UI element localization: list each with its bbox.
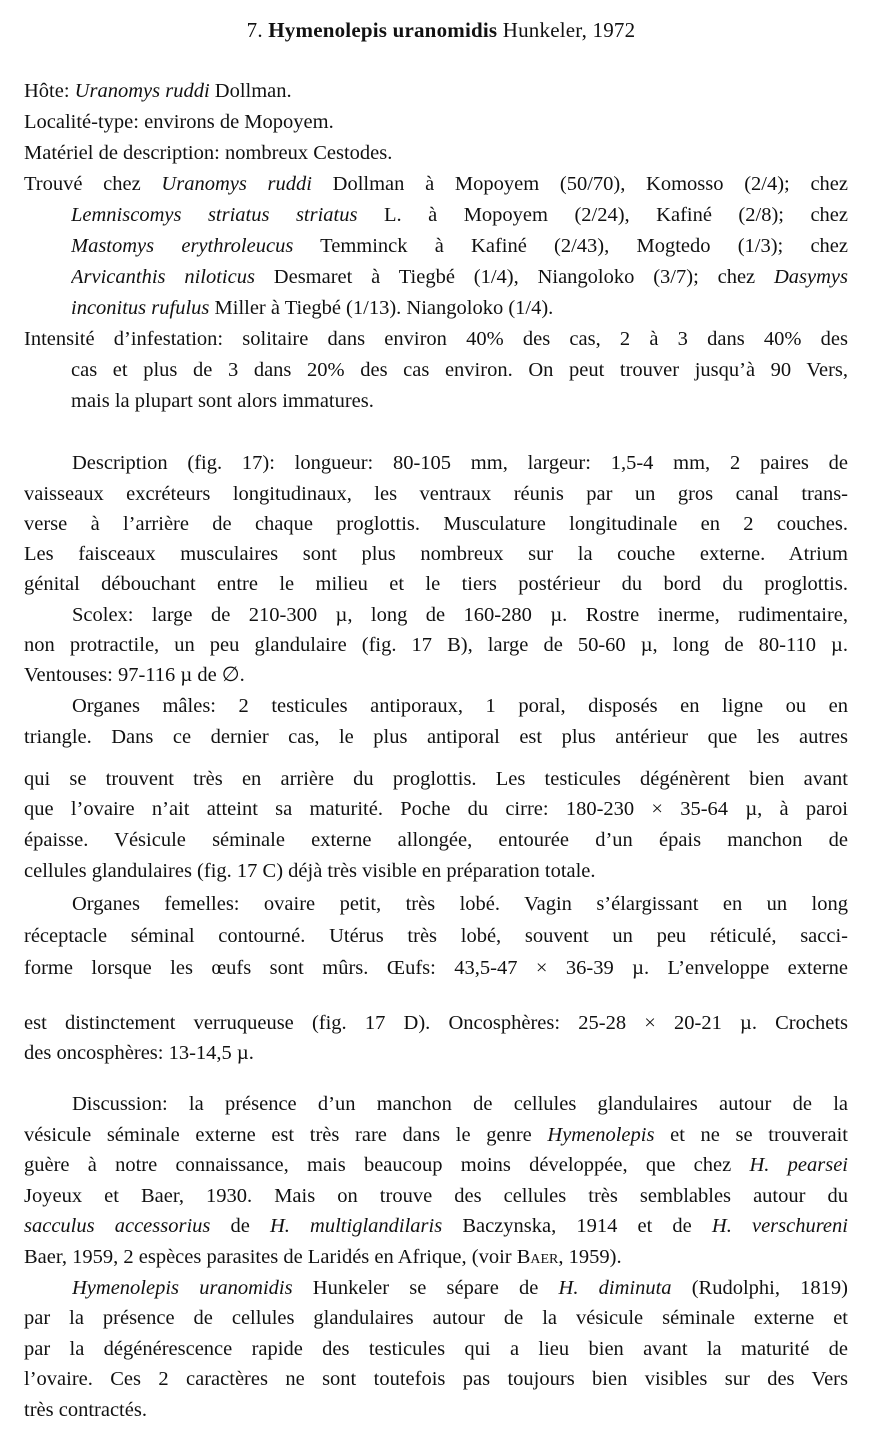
description-line: Les faisceaux musculaires sont plus nombreux sur la couche externe. Atrium: [24, 543, 848, 565]
organes-femelles-line: des oncosphères: 13-14,5 µ.: [24, 1042, 254, 1064]
host-species: Mastomys erythroleucus: [71, 235, 294, 257]
scolex-line: non protractile, un peu glandulaire (fig. 17 B), large de 50-60 µ, long de 80-110 µ.: [24, 634, 848, 656]
text: vésicule séminale externe est très rare dans le genre: [24, 1124, 548, 1146]
species-name: H. pearsei: [749, 1154, 848, 1176]
organes-femelles-line: forme lorsque les œufs sont mûrs. Œufs: 43,5-47 × 36-39 µ. L’enveloppe externe: [24, 957, 848, 979]
field-label: Matériel de description:: [24, 142, 220, 164]
organes-males-line: épaisse. Vésicule séminale externe allongée, entourée d’un épais manchon de: [24, 829, 848, 851]
intensite-line-3: mais la plupart sont alors immatures.: [71, 390, 374, 412]
species-name: H. diminuta: [558, 1277, 672, 1299]
description-line: génital débouchant entre le milieu et le tiers postérieur du bord du proglottis.: [24, 573, 848, 595]
organes-femelles-line: Organes femelles: ovaire petit, très lobé. Vagin s’élargissant en un long: [72, 893, 848, 915]
comparison-line: [72, 1275, 848, 1301]
text: Baczynska, 1914 et de: [442, 1215, 712, 1237]
comparison-line: par la dégénérescence rapide des testicules qui a lieu bien avant la maturité de: [24, 1338, 848, 1360]
discussion-line: [24, 1122, 848, 1148]
text: Trouvé chez: [24, 173, 162, 195]
text: Temminck à Kafiné (2/43), Mogtedo (1/3); chez: [293, 235, 848, 257]
intensite-line-2: cas et plus de 3 dans 20% des cas environ. On peut trouver jusqu’à 90 Vers,: [71, 359, 848, 381]
field-value: environs de Mopoyem.: [144, 111, 334, 133]
host-species: Uranomys ruddi: [74, 80, 210, 102]
text: , 1959).: [558, 1246, 622, 1268]
text: (Rudolphi, 1819): [671, 1277, 848, 1299]
organes-males-line: triangle. Dans ce dernier cas, le plus antiporal est plus antérieur que les autres: [24, 726, 848, 748]
text: guère à notre connaissance, mais beaucoup moins développée, que chez: [24, 1154, 750, 1176]
comparison-line: très contractés.: [24, 1399, 147, 1421]
field-localite: [24, 109, 334, 135]
species-name: Hymenolepis uranomidis: [72, 1277, 293, 1299]
organes-males-line: cellules glandulaires (fig. 17 C) déjà très visible en préparation totale.: [24, 860, 596, 882]
section-number: 7.: [246, 18, 263, 42]
comparison-line: par la présence de cellules glandulaires autour de la vésicule séminale externe et: [24, 1307, 848, 1329]
species-name: H. multiglandilaris: [270, 1215, 443, 1237]
section-heading: [0, 18, 882, 43]
discussion-line: Joyeux et Baer, 1930. Mais on trouve des cellules très semblables autour du: [24, 1185, 848, 1207]
discussion-line: [24, 1152, 848, 1178]
intensite-line-1: Intensité d’infestation: solitaire dans environ 40% des cas, 2 à 3 dans 40% des: [24, 328, 848, 350]
discussion-line: [24, 1244, 622, 1270]
text: Miller à Tiegbé (1/13). Niangoloko (1/4).: [209, 297, 554, 319]
field-value: nombreux Cestodes.: [224, 142, 393, 164]
species-name: H. verschureni: [711, 1215, 848, 1237]
description-line: vaisseaux excréteurs longitudinaux, les ventraux réunis par un gros canal trans-: [24, 483, 848, 505]
field-label: Hôte:: [24, 80, 70, 102]
organes-males-line: qui se trouvent très en arrière du proglottis. Les testicules dégénèrent bien avant: [24, 768, 848, 790]
text: Dollman à Mopoyem (50/70), Komosso (2/4); chez: [311, 173, 848, 195]
trouve-line-2: [71, 202, 848, 228]
trouve-line-4: [71, 264, 848, 290]
text: Desmaret à Tiegbé (1/4), Niangoloko (3/7); chez: [254, 266, 774, 288]
scolex-line: Scolex: large de 210-300 µ, long de 160-280 µ. Rostre inerme, rudimentaire,: [72, 604, 848, 626]
species-author: Hunkeler, 1972: [502, 18, 636, 42]
text: et ne se trouverait: [654, 1124, 848, 1146]
text: Baer, 1959, 2 espèces parasites de Laridés en Afrique, (voir: [24, 1246, 517, 1268]
trouve-line-5: [71, 295, 553, 321]
field-hote: [24, 78, 292, 104]
scolex-line: Ventouses: 97-116 µ de ∅.: [24, 664, 245, 686]
host-author: Dollman.: [214, 80, 292, 102]
host-species: Lemniscomys striatus striatus: [71, 204, 358, 226]
field-materiel: [24, 140, 392, 166]
organes-males-line: Organes mâles: 2 testicules antiporaux, 1 poral, disposés en ligne ou en: [72, 695, 848, 717]
description-line: Description (fig. 17): longueur: 80-105 mm, largeur: 1,5-4 mm, 2 paires de: [72, 452, 848, 474]
text: de: [210, 1215, 270, 1237]
discussion-line: [24, 1213, 848, 1239]
organes-femelles-line: réceptacle séminal contourné. Utérus très lobé, souvent un peu réticulé, sacci-: [24, 925, 848, 947]
host-species: Uranomys ruddi: [161, 173, 312, 195]
field-label: Localité-type:: [24, 111, 139, 133]
text: Hunkeler se sépare de: [292, 1277, 559, 1299]
host-species: Arvicanthis niloticus: [71, 266, 255, 288]
host-species: Dasymys: [773, 266, 848, 288]
trouve-line-3: [71, 233, 848, 259]
organes-femelles-line: est distinctement verruqueuse (fig. 17 D). Oncosphères: 25-28 × 20-21 µ. Crochets: [24, 1012, 848, 1034]
organes-males-line: que l’ovaire n’ait atteint sa maturité. Poche du cirre: 180-230 × 35-64 µ, à paroi: [24, 798, 848, 820]
description-line: verse à l’arrière de chaque proglottis. Musculature longitudinale en 2 couches.: [24, 513, 848, 535]
cited-author: Baer: [516, 1246, 559, 1268]
text: L. à Mopoyem (2/24), Kafiné (2/8); chez: [357, 204, 848, 226]
discussion-line: Discussion: la présence d’un manchon de cellules glandulaires autour de la: [72, 1093, 848, 1115]
species-name: Hymenolepis uranomidis: [268, 18, 498, 42]
comparison-line: l’ovaire. Ces 2 caractères ne sont toutefois pas toujours bien visibles sur des Vers: [24, 1368, 848, 1390]
trouve-line-1: [24, 171, 848, 197]
anatomy-term: sacculus accessorius: [24, 1215, 211, 1237]
genus-name: Hymenolepis: [547, 1124, 655, 1146]
host-species: inconitus rufulus: [71, 297, 210, 319]
